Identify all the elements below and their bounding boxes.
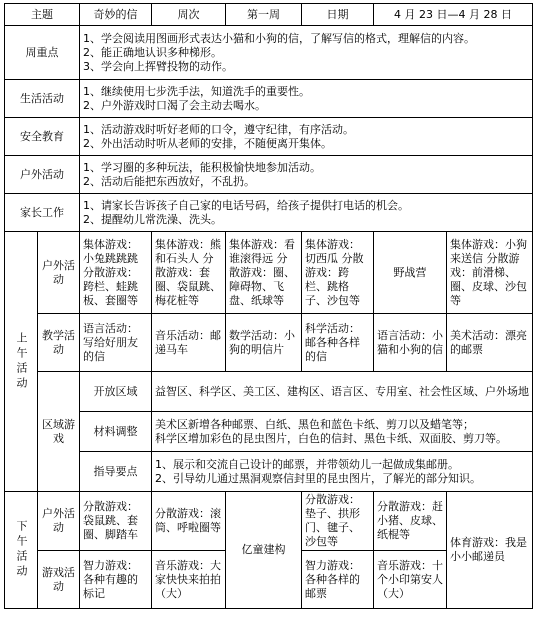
area-guide-content <box>152 452 533 492</box>
safety-row <box>5 118 533 156</box>
morning-teaching-cell: 数学活动：小狗的明信片 <box>226 314 302 372</box>
afternoon-label: 下午活动 <box>5 492 38 609</box>
area-material-item: 美术区新增各种邮票、白纸、黑色和蓝色卡纸、剪刀以及蜡笔等； <box>155 417 474 431</box>
outdoor-week-row <box>5 156 533 194</box>
theme-value: 奇妙的信 <box>80 4 152 26</box>
life-row <box>5 80 533 118</box>
morning-outdoor-cell: 集体游戏：熊和石头人 分散游戏：套圈、袋鼠跳、梅花桩等 <box>152 232 226 314</box>
weekly-plan-table <box>4 3 533 609</box>
family-item: 2、提醒幼儿常洗澡、洗头。 <box>83 212 222 226</box>
date-label: 日期 <box>302 4 374 26</box>
life-item: 2、户外游戏时口渴了会主动去喝水。 <box>83 98 266 112</box>
afternoon-merged-construction: 亿童建构 <box>226 492 302 609</box>
morning-outdoor-label: 户外活动 <box>38 232 80 314</box>
safety-label: 安全教育 <box>5 118 80 156</box>
afternoon-outdoor-cell: 分散游戏：赶小猪、皮球、纸棍等 <box>374 492 447 551</box>
focus-item: 2、能正确地认识多种梯形。 <box>83 45 222 59</box>
morning-outdoor-row <box>5 232 533 314</box>
area-open-value: 益智区、科学区、美工区、建构区、语言区、专用室、社会性区域、户外场地 <box>152 372 533 412</box>
header-row <box>5 4 533 26</box>
family-label: 家长工作 <box>5 194 80 232</box>
area-material-content <box>152 412 533 452</box>
outdoor-week-item: 1、学习圈的多种玩法，能积极愉快地参加活动。 <box>83 160 321 174</box>
afternoon-game-cell: 智力游戏：各种有趣的标记 <box>80 551 152 609</box>
area-open-row <box>5 372 533 412</box>
morning-teaching-cell: 语言活动：写给好朋友的信 <box>80 314 152 372</box>
life-item: 1、继续使用七步洗手法，知道洗手的重要性。 <box>83 84 310 98</box>
family-item: 1、请家长告诉孩子自己家的电话号码，给孩子提供打电话的机会。 <box>83 198 409 212</box>
week-value: 第一周 <box>226 4 302 26</box>
morning-outdoor-cell: 集体游戏：小狗来送信 分散游戏：前滑梯、圈、皮球、沙包等 <box>447 232 533 314</box>
area-guide-row <box>5 452 533 492</box>
afternoon-outdoor-label: 户外活动 <box>38 492 80 551</box>
outdoor-week-label: 户外活动 <box>5 156 80 194</box>
morning-outdoor-cell: 集体游戏：看谁滚得远 分散游戏：圈、障碍物、飞盘、纸球等 <box>226 232 302 314</box>
afternoon-outdoor-row <box>5 492 533 551</box>
outdoor-week-item: 2、活动后能把东西放好，不乱扔。 <box>83 174 255 188</box>
morning-teaching-label: 教学活动 <box>38 314 80 372</box>
morning-outdoor-cell: 集体游戏：小兔跳跳跳 分散游戏：跨栏、蛙跳板、套圈等 <box>80 232 152 314</box>
focus-label: 周重点 <box>5 26 80 80</box>
focus-item: 1、学会阅读用图画形式表达小猫和小狗的信，了解写信的格式，理解信的内容。 <box>83 31 475 45</box>
area-material-item: 科学区增加彩色的昆虫图片，白色的信封、黑色卡纸、双面胶、剪刀等。 <box>155 431 507 445</box>
area-material-row <box>5 412 533 452</box>
afternoon-game-cell: 音乐游戏：大家快快来拍拍（大） <box>152 551 226 609</box>
safety-item: 1、活动游戏时听好老师的口令，遵守纪律，有序活动。 <box>83 122 354 136</box>
focus-row <box>5 26 533 80</box>
area-guide-item: 1、展示和交流自己设计的邮票，并带领幼儿一起做成集邮册。 <box>155 457 459 471</box>
area-label: 区域游戏 <box>38 372 80 492</box>
theme-label: 主题 <box>5 4 80 26</box>
outdoor-week-content <box>80 156 533 194</box>
morning-teaching-cell: 音乐活动：邮递马车 <box>152 314 226 372</box>
morning-teaching-cell: 美术活动：漂亮的邮票 <box>447 314 533 372</box>
morning-teaching-row <box>5 314 533 372</box>
focus-item: 3、学会向上挥臂投物的动作。 <box>83 59 233 73</box>
afternoon-outdoor-cell: 分散游戏：袋鼠跳、套圈、脚踏车 <box>80 492 152 551</box>
week-label: 周次 <box>152 4 226 26</box>
afternoon-merged-sports: 体育游戏：我是小小邮递员 <box>447 492 533 609</box>
afternoon-game-label: 游戏活动 <box>38 551 80 609</box>
area-material-label: 材料调整 <box>80 412 152 452</box>
safety-item: 2、外出活动时听从老师的安排，不随便离开集体。 <box>83 136 332 150</box>
area-guide-label: 指导要点 <box>80 452 152 492</box>
morning-teaching-cell: 科学活动：邮各种各样的信 <box>302 314 374 372</box>
area-guide-item: 2、引导幼儿通过黑洞观察信封里的昆虫图片，了解光的部分知识。 <box>155 471 481 485</box>
safety-content <box>80 118 533 156</box>
life-content <box>80 80 533 118</box>
afternoon-outdoor-cell: 分散游戏：滚筒、呼啦圈等 <box>152 492 226 551</box>
family-row <box>5 194 533 232</box>
morning-label: 上午活动 <box>5 232 38 492</box>
life-label: 生活活动 <box>5 80 80 118</box>
afternoon-game-cell: 音乐游戏：十个小印第安人（大） <box>374 551 447 609</box>
focus-content <box>80 26 533 80</box>
date-value: 4 月 23 日—4 月 28 日 <box>374 4 533 26</box>
morning-outdoor-cell: 集体游戏：切西瓜 分散游戏：跨栏、跳格子、沙包等 <box>302 232 374 314</box>
afternoon-outdoor-cell: 分散游戏：垫子、拱形门、毽子、沙包等 <box>302 492 374 551</box>
afternoon-game-cell: 智力游戏：各种各样的邮票 <box>302 551 374 609</box>
family-content <box>80 194 533 232</box>
morning-teaching-cell: 语言活动：小猫和小狗的信 <box>374 314 447 372</box>
morning-outdoor-cell: 野战营 <box>374 232 447 314</box>
area-open-label: 开放区域 <box>80 372 152 412</box>
